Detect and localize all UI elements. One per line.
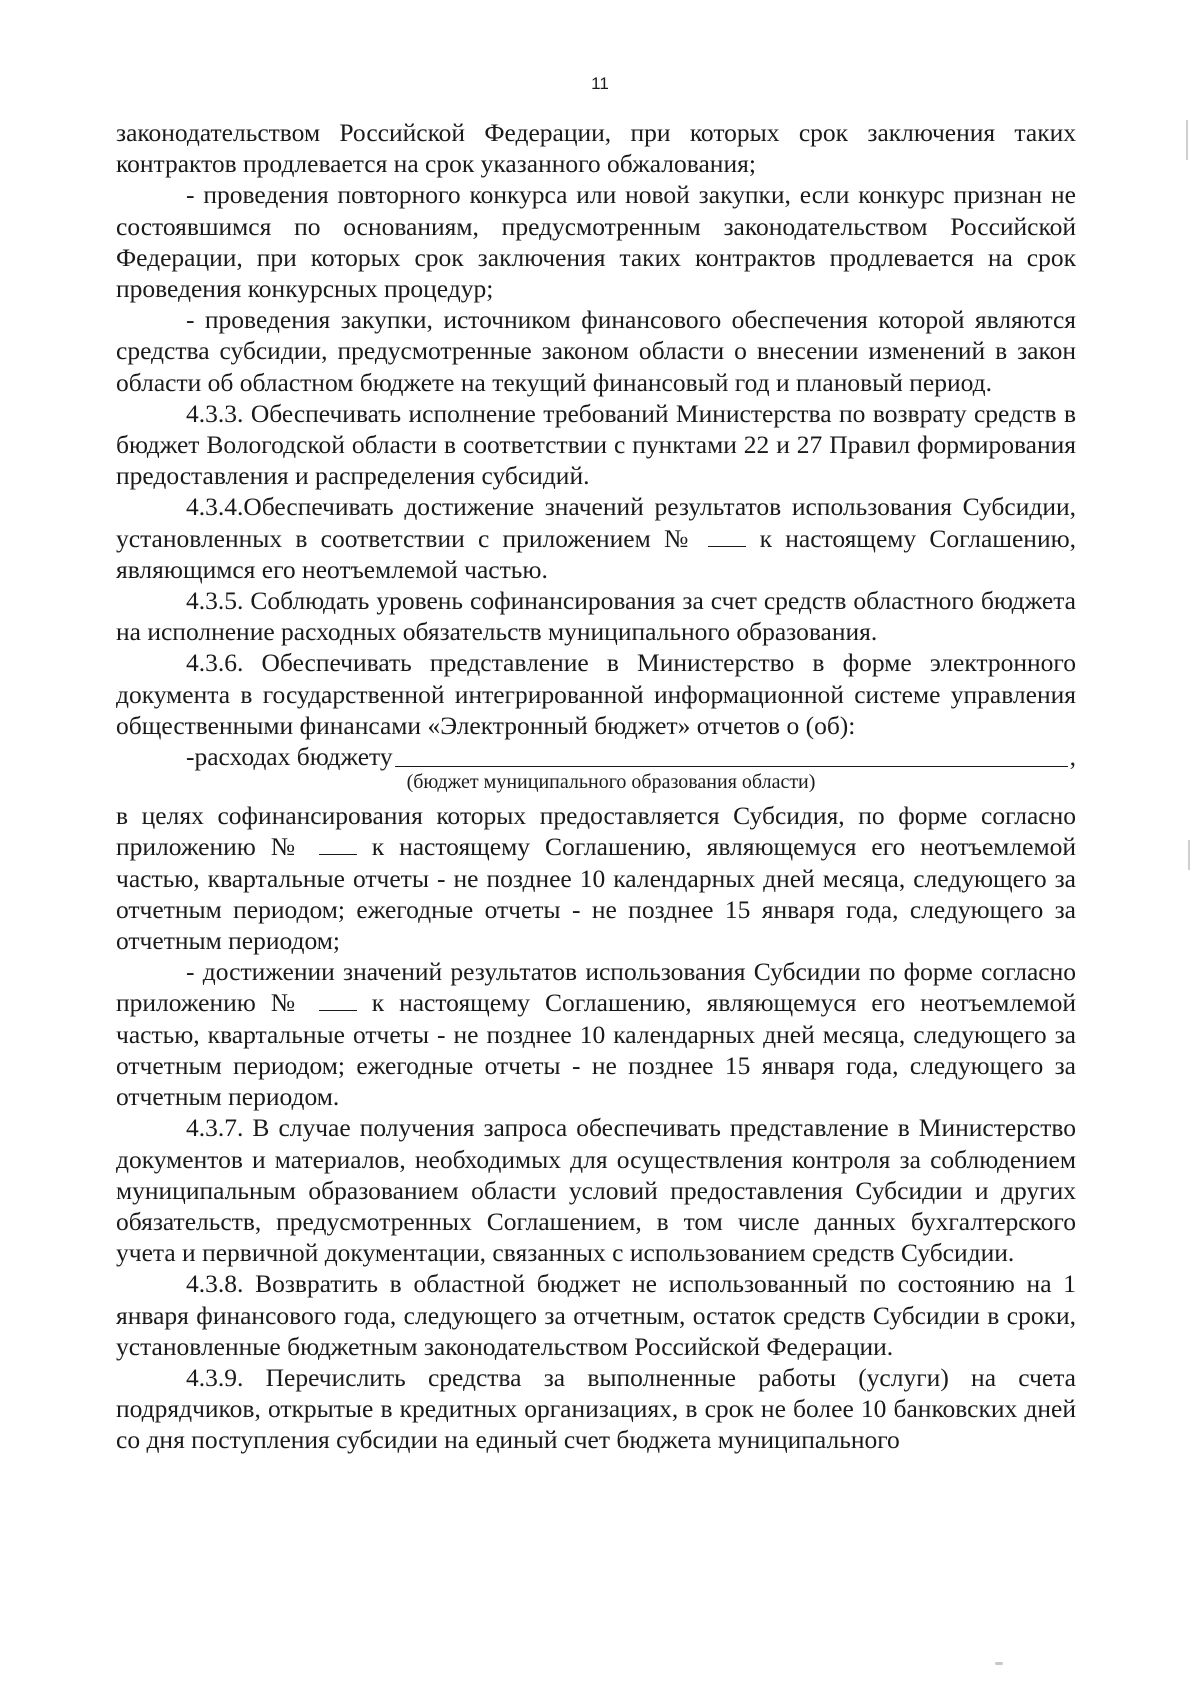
paragraph-4-3-4: [116, 491, 1076, 585]
paragraph-results-reports: [116, 956, 1076, 1112]
scan-edge-mark: [1186, 120, 1188, 160]
paragraph-4-3-3: 4.3.3. Обеспечивать исполнение требований Министерства по возврату средств в бюджет Вологодской области в соответствии с пунктами 22 и 27 Правил формирования предоставления и распределения субсидий.: [116, 398, 1076, 491]
paragraph-expense-reports: [116, 800, 1076, 956]
budget-expenses-label: -расходах бюджету: [186, 742, 393, 772]
paragraph-results-reports-before: - достижении значений результатов использования Субсидии по форме согласно приложению №: [116, 957, 1076, 1018]
paragraph-4-3-7: 4.3.7. В случае получения запроса обеспечивать представление в Министерство документов и материалов, необходимых для осуществления контроля за соблюдением муниципальным образованием области условий предоставления Субсидии и других обязательств, предусмотренных Соглашением, в том числе данных бухгалтерского учета и первичной документации, связанных с использованием средств Субсидии.: [116, 1113, 1076, 1268]
page-number: 11: [591, 74, 609, 93]
paragraph-continuation: законодательством Российской Федерации, при которых срок заключения таких контрактов продлевается на срок указанного обжалования;: [116, 118, 1076, 179]
appendix-number-blank: [319, 834, 357, 855]
paragraph-4-3-9: 4.3.9. Перечислить средства за выполненные работы (услуги) на счета подрядчиков, открытые в кредитных организациях, в срок не более 10 банковских дней со дня поступления субсидии на единый счет бюджета муниципального: [116, 1362, 1076, 1455]
appendix-number-blank: [319, 990, 357, 1011]
budget-name-blank: [395, 744, 1068, 767]
scan-edge-mark: [1188, 840, 1190, 870]
budget-expenses-comma: ,: [1069, 742, 1076, 772]
paragraph-expense-reports-before: в целях софинансирования которых предоставляется Субсидия, по форме согласно приложению №: [116, 801, 1076, 862]
paragraph-procurement-subsidy: - проведения закупки, источником финансового обеспечения которой являются средства субсидии, предусмотренные законом области о внесении изменений в закон области об областном бюджете на текущий финансовый год и плановый период.: [116, 305, 1076, 397]
paragraph-expense-reports-after: к настоящему Соглашению, являющемуся его неотъемлемой частью, квартальные отчеты - не позднее 10 календарных дней месяца, следующего за отчетным периодом; ежегодные отчеты - не позднее 15 января года, следующего за отчетным периодом;: [116, 832, 1077, 956]
paragraph-repeat-tender: - проведения повторного конкурса или новой закупки, если конкурс признан не состоявшимся по основаниям, предусмотренным законодательством Российской Федерации, при которых срок заключения таких контрактов продлевается на срок проведения конкурсных процедур;: [116, 180, 1076, 304]
paragraph-4-3-6: 4.3.6. Обеспечивать представление в Министерство в форме электронного документа в государственной интегрированной информационной системе управления общественными финансами «Электронный бюджет» отчетов о (об):: [116, 648, 1076, 740]
budget-blank-caption: (бюджет муниципального образования области): [406, 771, 816, 794]
paragraph-results-reports-after: к настоящему Соглашению, являющемуся его неотъемлемой частью, квартальные отчеты - не позднее 10 календарных дней месяца, следующего за отчетным периодом; ежегодные отчеты - не позднее 15 января года, следующего за отчетным периодом.: [116, 988, 1077, 1112]
paragraph-4-3-4-after: к настоящему Соглашению, являющимся его неотъемлемой частью.: [116, 523, 1077, 584]
scan-speck: [995, 1662, 1003, 1665]
document-body: [116, 117, 1076, 1456]
paragraph-4-3-8: 4.3.8. Возвратить в областной бюджет не использованный по состоянию на 1 января финансового года, следующего за отчетным, остаток средств Субсидии в сроки, установленные бюджетным законодательством Российской Федерации.: [116, 1269, 1076, 1361]
appendix-number-blank: [708, 526, 746, 547]
budget-expenses-line: [116, 741, 1076, 772]
paragraph-4-3-5: 4.3.5. Соблюдать уровень софинансирования за счет средств областного бюджета на исполнение расходных обязательств муниципального образования.: [116, 586, 1076, 647]
paragraph-4-3-4-before: 4.3.4.Обеспечивать достижение значений результатов использования Субсидии, установленных в соответствии с приложением №: [116, 492, 1076, 553]
